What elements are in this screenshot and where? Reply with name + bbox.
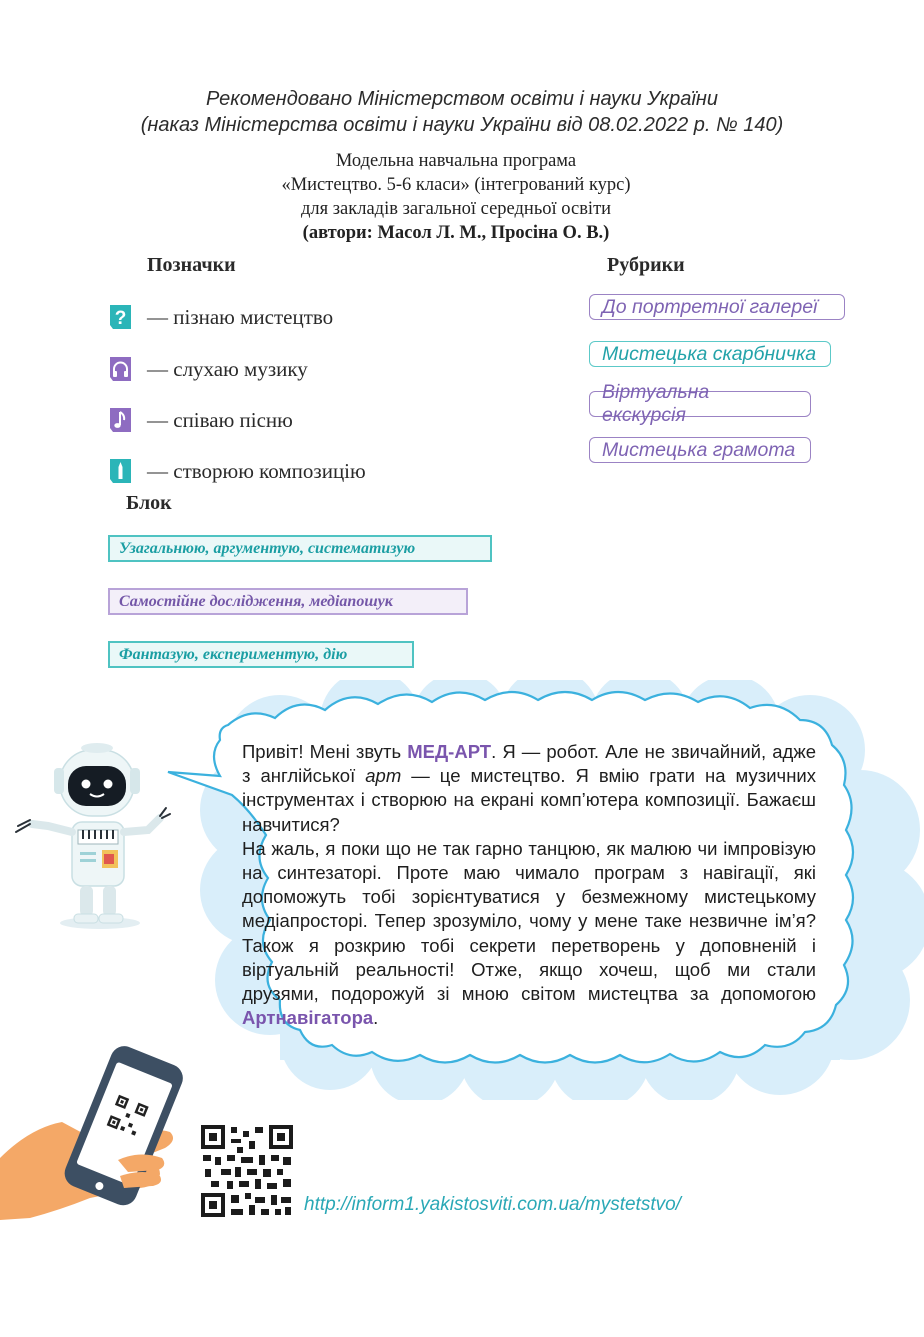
mark-item-create [108, 456, 366, 486]
hand-phone-illustration [0, 1040, 200, 1220]
block-generalize: Узагальнюю, аргументую, систематизую [108, 535, 492, 562]
rubric-art-treasury: Мистецька скарбничка [589, 341, 831, 367]
robot-name: МЕД-АРТ [407, 741, 492, 762]
program-authors: (автори: Масол Л. М., Просіна О. В.) [302, 223, 610, 243]
bubble-paragraph-1 [242, 740, 816, 837]
art-word: арт [365, 765, 402, 787]
mark-text: — слухаю музику [147, 356, 308, 381]
marks-title: Позначки [147, 254, 236, 276]
question-icon [108, 303, 133, 331]
rubric-virtual-tour: Віртуальна екскурсія [589, 391, 811, 417]
bubble-text-span: . Я — робот. Але не звичайний, адже з англійської [242, 741, 816, 787]
mark-item-sing [108, 405, 293, 435]
bubble-paragraph-2 [242, 837, 816, 1031]
brush-icon [108, 457, 133, 485]
recommendation-line-2: (наказ Міністерства освіти і науки України від 08.02.2022 р. № 140) [140, 114, 784, 136]
mark-item-listen [108, 354, 308, 384]
resource-link[interactable]: http://inform1.yakistosviti.com.ua/mystetstvo/ [304, 1194, 681, 1215]
qr-code-icon [201, 1125, 293, 1217]
bubble-text-span: На жаль, я поки що не так гарно танцюю, як малюю чи імпровізую на синтезаторі. Проте маю чимало програм з навігації, які допоможуть тобі зорієнтуватися у безмежному мистецькому медіапросторі. Тепер зрозуміло, чому у мене таке незвичне ім’я? Також я розкрию тобі секрети перетворень у доповненій і віртуальній реальності! Отже, якщо хочеш, щоб ми стали друзями, подорожуй зі мною світом мистецтва за допомогою [242, 837, 816, 1005]
robot-illustration [10, 728, 180, 938]
bubble-text-span: Привіт! Мені звуть [242, 741, 408, 762]
mark-text: — пізнаю мистецтво [147, 304, 334, 329]
block-title: Блок [126, 492, 172, 514]
rubric-portrait-gallery: До портретної галереї [589, 294, 845, 320]
artnavigator-name: Артнавігатора [242, 1007, 374, 1029]
bubble-text-span: — це мистецтво. Я вмію грати на музичних інструментах і створюю на екрані комп’ютера композиції. Бажаєш навчитися? [242, 765, 816, 835]
headphones-icon [108, 355, 133, 383]
block-self-research: Самостійне дослідження, медіапошук [108, 588, 468, 615]
music-note-icon [108, 406, 133, 434]
rubric-art-certificate: Мистецька грамота [589, 437, 811, 463]
mark-item-learn [108, 302, 333, 332]
mark-text: — створюю композицію [147, 458, 366, 483]
program-line-1: Модельна навчальна програма [335, 151, 577, 171]
bubble-text-span: . [373, 1007, 379, 1029]
rubrics-title: Рубрики [607, 254, 685, 276]
speech-bubble-text [242, 740, 816, 1030]
program-line-2: «Мистецтво. 5-6 класи» (інтегрований курс) [281, 175, 631, 195]
mark-text: — співаю пісню [147, 407, 293, 432]
program-line-3: для закладів загальної середньої освіти [300, 199, 612, 219]
recommendation-line-1: Рекомендовано Міністерством освіти і науки України [206, 88, 718, 110]
svg-text:?: ? [114, 308, 127, 329]
block-fantasize: Фантазую, експериментую, дію [108, 641, 414, 668]
